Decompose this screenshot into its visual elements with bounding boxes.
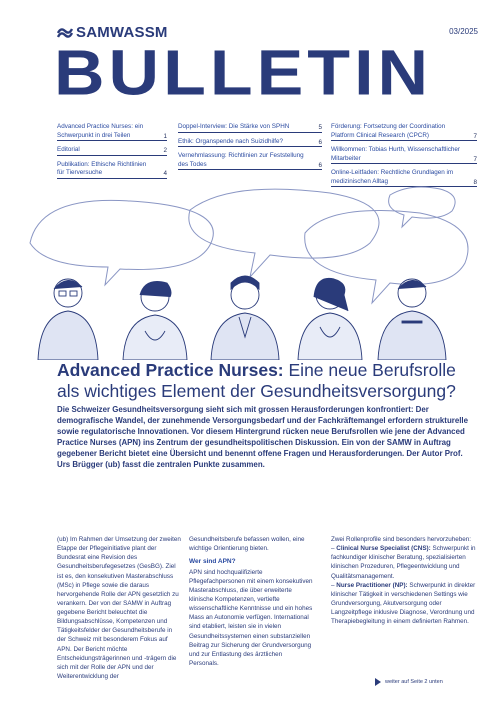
bullet-title: Nurse Practitioner (NP): bbox=[336, 581, 408, 589]
toc-item-page: 2 bbox=[163, 147, 167, 154]
toc-item-title: Förderung: Fortsetzung der Coordination Platform Clinical Research (CPCR) bbox=[331, 123, 477, 141]
toc-item-title: Online-Leitfaden: Rechtliche Grundlagen im medizinischen Alltag bbox=[331, 169, 477, 187]
article-headline bbox=[57, 360, 477, 401]
headline-rest: Eine neue Berufsrolle als wichtiges Element der Gesundheitsversorgung? bbox=[57, 360, 456, 401]
toc-item-page: 1 bbox=[163, 132, 167, 140]
toc-item-title: Editorial bbox=[57, 146, 167, 156]
bullet-text: Schwerpunkt in direkter klinischer Tätigkeit in verschiedenen Settings wie Grundversorgung, Akutversorgung oder Langzeitpflege inklusive Diagnose, Verordnung und Therapiebegleitung in einem definierten Rahmen. bbox=[331, 581, 476, 626]
nurse-figure bbox=[378, 279, 446, 360]
speech-bubble-left bbox=[30, 200, 213, 285]
body-paragraph: APN sind hochqualifizierte Pflegefachpersonen mit einem konsekutiven Masterabschluss, die über erweiterte klinische Kompetenzen, vertiefte wissenschaftliche Kenntnisse und ein hohes Mass an Autonomie verfügen. International sind etabliert, leisten sie in vielen Gesundheitssystemen einen substanziellen Beitrag zur Sicherung der Grundversorgung und zur Entlastung des ärztlichen Personals. bbox=[189, 568, 313, 667]
toc-item-title: Ethik: Organspende nach Suizidhilfe? bbox=[178, 138, 322, 148]
toc-item-page: 4 bbox=[163, 170, 167, 177]
arrow-right-icon bbox=[375, 678, 381, 686]
toc-item[interactable] bbox=[178, 123, 322, 133]
article-lead: Die Schweizer Gesundheitsversorgung sieht sich mit grossen Herausforderungen konfrontiert: Der demografische Wandel, der zunehmende Versorgungsbedarf und der Fachkräftemangel erfordern strukturelle sowie regulatorische Innovationen. Vor diesem Hintergrund rücken neue Berufsrollen wie jene der Advanced Practice Nurses (APN) ins Zentrum der gesundheitspolitischen Diskussion. Ein von der SAMW in Auftrag gegebener Bericht bietet eine Übersicht und benennt offene Fragen und Herausforderungen. Der Autor Prof. Urs Brügger (ub) fasst die zentralen Punkte zusammen. bbox=[57, 405, 468, 469]
body-paragraph: Zwei Rollenprofile sind besonders hervorzuheben: bbox=[331, 536, 472, 543]
speech-bubble-center bbox=[189, 189, 379, 277]
nurse-figure bbox=[38, 279, 98, 360]
toc-item[interactable] bbox=[331, 146, 477, 164]
toc-item-page: 7 bbox=[473, 132, 477, 140]
nurse-figure bbox=[298, 278, 362, 360]
headline-bold: Advanced Practice Nurses: bbox=[57, 360, 284, 380]
toc-item[interactable] bbox=[331, 123, 477, 141]
continued-text: weiter auf Seite 2 unten bbox=[385, 679, 443, 685]
body-column-1 bbox=[57, 535, 181, 681]
bullet-title: Clinical Nurse Specialist (CNS): bbox=[336, 545, 431, 553]
body-column-2 bbox=[189, 535, 313, 668]
bullet-text: Schwerpunkt in fachkundiger klinischer Beratung, spezialisierten klinischen Prozeduren, Pflegeentwicklung und Qualitätsmanagement. bbox=[331, 545, 476, 580]
logo-text: SAMWASSM bbox=[76, 24, 168, 41]
bullet-item: – Clinical Nurse Specialist (CNS): Schwerpunkt in fachkundiger klinischer Beratung, spezialisierten klinischen Prozeduren, Pflegeentwicklung und Qualitätsmanagement. bbox=[331, 545, 476, 580]
toc-item-page: 8 bbox=[473, 178, 477, 186]
toc-column-1 bbox=[57, 123, 167, 184]
toc-item-page: 7 bbox=[473, 155, 477, 163]
issue-number: 03/2025 bbox=[449, 27, 478, 36]
toc-item-title: Advanced Practice Nurses: ein Schwerpunkt in drei Teilen bbox=[57, 123, 167, 141]
nurse-figure bbox=[211, 276, 279, 360]
nurse-figure bbox=[123, 282, 187, 361]
toc-item-page: 6 bbox=[318, 161, 322, 169]
continued-link[interactable] bbox=[375, 678, 443, 686]
toc-item-title: Willkommen: Tobias Hurth, Wissenschaftlicher Mitarbeiter bbox=[331, 146, 477, 164]
masthead-title: BULLETIN bbox=[54, 36, 433, 109]
toc-item-page: 6 bbox=[318, 138, 322, 146]
toc-item[interactable] bbox=[178, 138, 322, 148]
toc-item[interactable] bbox=[57, 146, 167, 156]
toc-item[interactable] bbox=[57, 123, 167, 141]
toc-item-page: 5 bbox=[318, 124, 322, 131]
section-heading: Wer sind APN? bbox=[189, 558, 236, 566]
toc-item-title: Vernehmlassung: Richtlinien zur Feststellung des Todes bbox=[178, 152, 322, 170]
body-column-3 bbox=[331, 535, 477, 626]
body-paragraph: Gesundheitsberufe befassen wollen, eine wichtige Orientierung bieten. bbox=[189, 536, 305, 553]
bullet-item: – Nurse Practitioner (NP): Schwerpunkt in direkter klinischer Tätigkeit in verschiedenen Settings wie Grundversorgung, Akutversorgung oder Langzeitpflege inklusive Diagnose, Verordnung und Therapiebegleitung in einem definierten Rahmen. bbox=[331, 581, 476, 626]
toc-item[interactable] bbox=[178, 152, 322, 170]
healthcare-team-illustration bbox=[0, 185, 500, 360]
toc-column-3 bbox=[331, 123, 477, 192]
toc-column-2 bbox=[178, 123, 322, 175]
toc-item[interactable] bbox=[57, 161, 167, 179]
body-paragraph: (ub) Im Rahmen der Umsetzung der zweiten Etappe der Pflegeinitiative plant der Bundesrat eine Revision des Gesundheitsberufegesetzes (GesBG). Ziel ist es, den konsekutiven Masterabschluss (MSc) in Pflege sowie die daraus hervorgehende Rolle der APN gesetzlich zu verankern. Der von der SAMW in Auftrag gegebene Bericht beleuchtet die Bildungsabschlüsse, Kompetenzen und Tätigkeitsfelder der Gesundheitsberufe in der Schweiz mit besonderem Fokus auf APN. Der Bericht möchte Entscheidungsträgerinnen und -trägern die sich mit der Rolle der APN und der Weiterentwicklung der bbox=[57, 536, 181, 680]
toc-item-title: Doppel-Interview: Die Stärke von SPHN bbox=[178, 123, 322, 133]
toc-item-title: Publikation: Ethische Richtlinien für Tierversuche bbox=[57, 161, 167, 179]
